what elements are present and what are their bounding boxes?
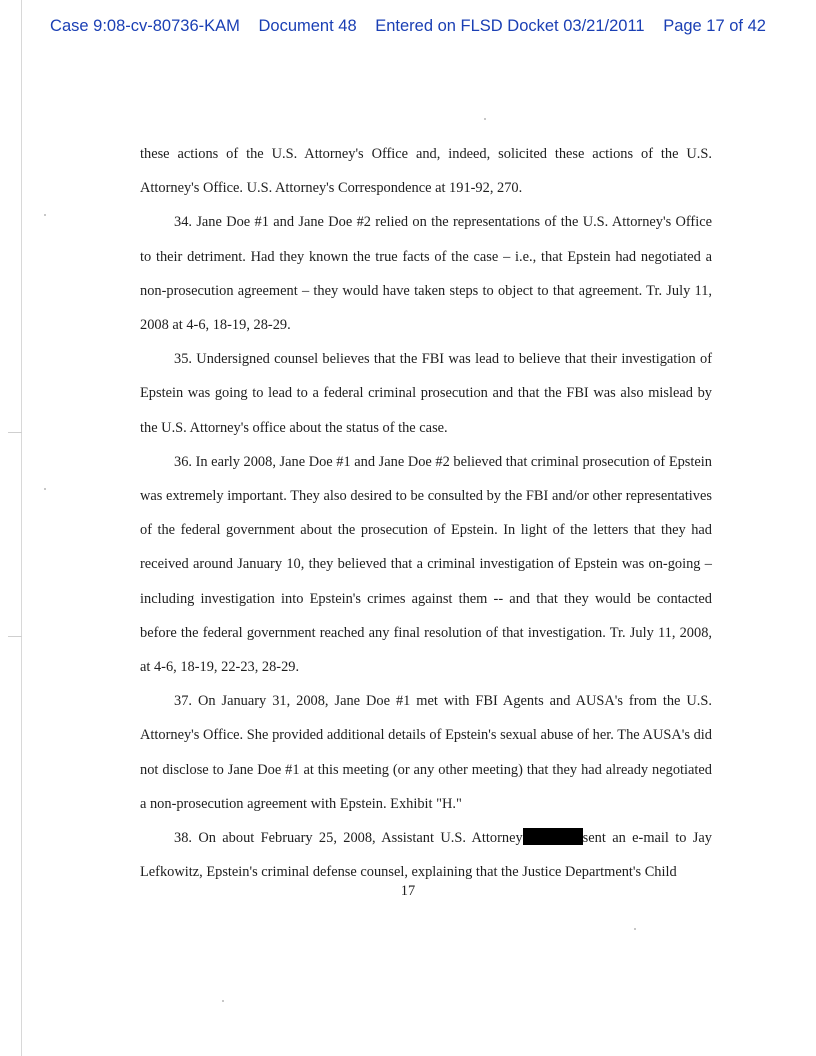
scan-speck xyxy=(44,488,46,490)
scan-speck xyxy=(222,1000,224,1002)
paragraph-38-lead: 38. On about February 25, 2008, Assistant U.S. Attorney xyxy=(174,830,523,847)
scan-speck xyxy=(634,928,636,930)
redaction-box xyxy=(523,828,583,845)
scan-speck xyxy=(44,214,46,216)
page-number: 17 xyxy=(400,883,416,899)
paragraph-38-rest: sent an e-mail to Jay Lefkowitz, Epstein's criminal defense counsel, explaining that the Justice Department's Child xyxy=(140,830,712,881)
scan-speck xyxy=(484,118,486,120)
document-number: Document 48 xyxy=(258,17,357,35)
paragraph-continuation: these actions of the U.S. Attorney's Office and, indeed, solicited these actions of the U.S. Attorney's Office. U.S. Attorney's Correspondence at 191-92, 270. xyxy=(140,146,712,197)
paragraph-34: 34. Jane Doe #1 and Jane Doe #2 relied on the representations of the U.S. Attorney's Office to their detriment. Had they known the true facts of the case – i.e., that Epstein had negotiated a non-prosecution agreement – they would have taken steps to object to that agreement. Tr. July 11, 2008 at 4-6, 18-19, 28-29. xyxy=(140,214,712,334)
paragraph-37: 37. On January 31, 2008, Jane Doe #1 met with FBI Agents and AUSA's from the U.S. Attorney's Office. She provided additional details of Epstein's sexual abuse of her. The AUSA's did not disclose to Jane Doe #1 at this meeting (or any other meeting) that they had already negotiated a non-prosecution agreement with Epstein. Exhibit "H." xyxy=(140,693,712,812)
paragraph-35: 35. Undersigned counsel believes that the FBI was lead to believe that their investigation of Epstein was going to lead to a federal criminal prosecution and that the FBI was also mislead by the U.S. Attorney's office about the status of the case. xyxy=(140,351,712,436)
case-number: Case 9:08-cv-80736-KAM xyxy=(50,17,240,35)
paragraph-38 xyxy=(140,821,712,889)
document-body xyxy=(140,137,712,889)
page-indicator: Page 17 of 42 xyxy=(663,17,766,35)
docket-header xyxy=(0,17,816,36)
scan-margin-tick xyxy=(8,636,22,637)
paragraph-36: 36. In early 2008, Jane Doe #1 and Jane Doe #2 believed that criminal prosecution of Epstein was extremely important. They also desired to be consulted by the FBI and/or other representatives of the federal government about the prosecution of Epstein. In light of the letters that they had received around January 10, they believed that a criminal investigation of Epstein was on-going – including investigation into Epstein's crimes against them -- and that they would be contacted before the federal government reached any final resolution of that investigation. Tr. July 11, 2008, at 4-6, 18-19, 22-23, 28-29. xyxy=(140,453,712,676)
scan-margin-tick xyxy=(8,432,22,433)
docket-entry-date: Entered on FLSD Docket 03/21/2011 xyxy=(375,17,645,35)
